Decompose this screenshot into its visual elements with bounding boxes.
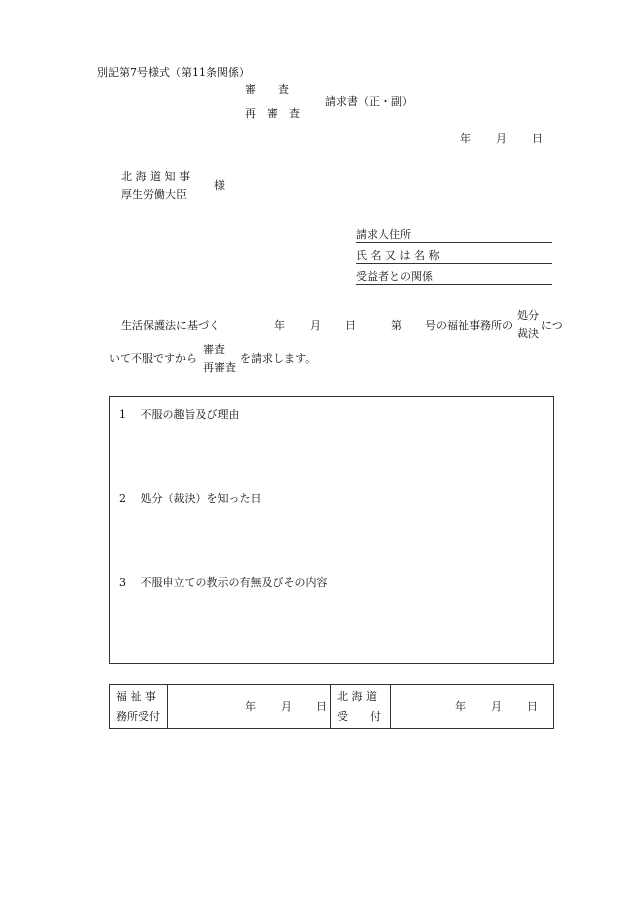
hokkaido-label-1: 北 海 道 xyxy=(337,690,377,703)
welfare-office-date-cell[interactable] xyxy=(168,685,330,728)
reason-item-1: 1 不服の趣旨及び理由 xyxy=(119,408,240,421)
body-month: 月 xyxy=(310,319,321,332)
requester-relation-field[interactable] xyxy=(356,271,552,285)
form-number: 別記第7号様式（第11条関係） xyxy=(97,66,250,79)
welfare-date-year: 年 xyxy=(245,700,256,713)
requester-name-label: 氏 名 又 は 名 称 xyxy=(356,249,440,262)
requester-address-field[interactable] xyxy=(356,229,552,243)
requester-address-label: 請求人住所 xyxy=(356,228,411,241)
body-shinsa-option: 審査 xyxy=(203,343,225,356)
addressee-honorific: 様 xyxy=(214,179,225,192)
date-year: 年 xyxy=(460,132,471,145)
addressee-minister: 厚生労働大臣 xyxy=(121,188,187,201)
body-saishinsa-option: 再審査 xyxy=(203,361,236,374)
requester-relation-label: 受益者との関係 xyxy=(356,270,433,283)
receipt-table xyxy=(109,684,554,729)
requester-name-field[interactable] xyxy=(356,250,552,264)
welfare-office-label-1: 福 祉 事 xyxy=(116,690,156,703)
hokkaido-label-2: 受 付 xyxy=(337,710,381,723)
welfare-office-label-2: 務所受付 xyxy=(116,710,160,723)
saishinsa-label: 再 審 査 xyxy=(245,107,300,120)
date-month: 月 xyxy=(496,132,507,145)
shinsa-label: 審 査 xyxy=(245,83,289,96)
hokkaido-date-year: 年 xyxy=(455,700,466,713)
body-saiketsu-option: 裁決 xyxy=(517,327,539,340)
addressee-governor: 北 海 道 知 事 xyxy=(121,170,190,183)
body-day: 日 xyxy=(345,319,356,332)
date-day: 日 xyxy=(532,132,543,145)
hokkaido-date-cell[interactable] xyxy=(391,685,553,728)
receipt-divider xyxy=(330,685,331,728)
body-nitsu: につ xyxy=(541,319,563,332)
reasons-box[interactable] xyxy=(109,396,554,664)
body-prefix: 生活保護法に基づく xyxy=(121,319,220,332)
body-line2-suffix: を請求します。 xyxy=(240,352,317,365)
document-title: 請求書（正・副） xyxy=(325,95,413,108)
body-shobun-option: 処分 xyxy=(517,309,539,322)
welfare-date-month: 月 xyxy=(281,700,292,713)
hokkaido-date-day: 日 xyxy=(527,700,538,713)
welfare-date-day: 日 xyxy=(316,700,327,713)
body-line2-prefix: いて不服ですから xyxy=(109,352,197,365)
body-welfare-office: 号の福祉事務所の xyxy=(425,319,513,332)
reason-item-2: 2 処分（裁決）を知った日 xyxy=(119,492,262,505)
body-number-dai: 第 xyxy=(391,319,402,332)
reason-item-3: 3 不服申立ての教示の有無及びその内容 xyxy=(119,576,328,589)
hokkaido-date-month: 月 xyxy=(491,700,502,713)
body-year: 年 xyxy=(274,319,285,332)
